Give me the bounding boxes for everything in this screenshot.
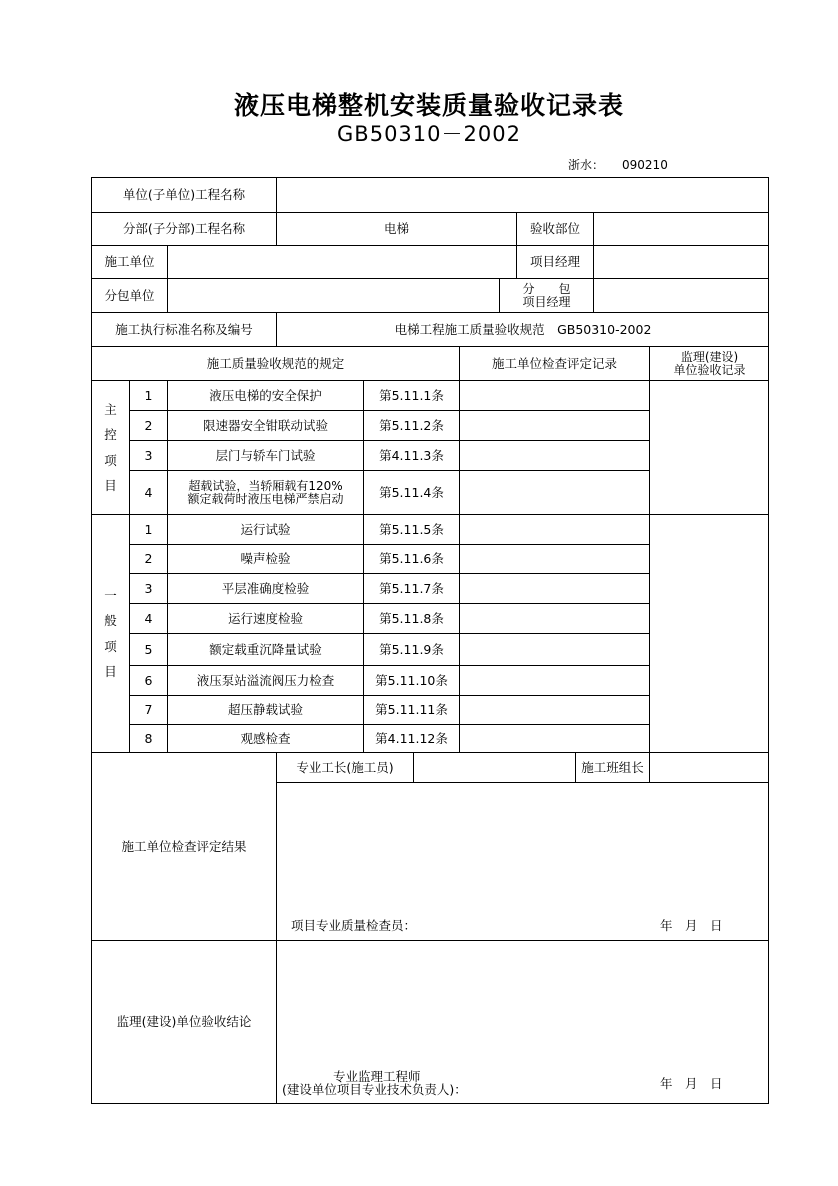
general-item-clause: 第5.11.6条 bbox=[364, 545, 460, 574]
general-item-record[interactable] bbox=[460, 515, 650, 545]
general-item-record[interactable] bbox=[460, 604, 650, 634]
general-item-clause: 第5.11.5条 bbox=[364, 515, 460, 545]
general-item-record[interactable] bbox=[460, 545, 650, 574]
inspector-label: 项目专业质量检查员： bbox=[291, 918, 417, 933]
subcontract-manager-label-line1: 分 包 bbox=[522, 281, 571, 296]
foreman-value[interactable] bbox=[414, 753, 576, 783]
general-group-char-1: 一 bbox=[104, 588, 117, 604]
team-leader-label: 施工班组长 bbox=[576, 753, 650, 783]
general-item-record[interactable] bbox=[460, 725, 650, 753]
main-control-group-label bbox=[92, 381, 130, 515]
construction-unit-label: 施工单位 bbox=[92, 246, 168, 279]
main-item-name: 液压电梯的安全保护 bbox=[168, 381, 364, 411]
project-manager-label: 项目经理 bbox=[517, 246, 594, 279]
general-item-record[interactable] bbox=[460, 666, 650, 696]
standard-label: 施工执行标准名称及编号 bbox=[92, 313, 277, 347]
sub-project-value[interactable]: 电梯 bbox=[277, 213, 517, 246]
general-item-no: 2 bbox=[130, 545, 168, 574]
construction-date-label: 年 月 日 bbox=[660, 918, 723, 933]
main-group-char-4: 目 bbox=[104, 477, 117, 493]
general-item-no: 5 bbox=[130, 634, 168, 666]
construction-unit-value[interactable] bbox=[168, 246, 517, 279]
general-item-name: 运行速度检验 bbox=[168, 604, 364, 634]
general-item-no: 3 bbox=[130, 574, 168, 604]
foreman-label: 专业工长(施工员) bbox=[277, 753, 414, 783]
general-group-char-4: 目 bbox=[104, 663, 117, 679]
main-group-char-1: 主 bbox=[104, 402, 117, 418]
acceptance-part-label: 验收部位 bbox=[517, 213, 594, 246]
main-group-char-3: 项 bbox=[104, 452, 117, 468]
general-item-no: 4 bbox=[130, 604, 168, 634]
serial-number bbox=[568, 156, 686, 173]
main-item-record[interactable] bbox=[460, 471, 650, 515]
main-item-record[interactable] bbox=[460, 411, 650, 441]
general-item-clause: 第5.11.11条 bbox=[364, 696, 460, 725]
main-item-record[interactable] bbox=[460, 441, 650, 471]
general-item-record[interactable] bbox=[460, 696, 650, 725]
supervision-date-label: 年 月 日 bbox=[660, 1076, 723, 1091]
standard-value: 电梯工程施工质量验收规范 GB50310-2002 bbox=[277, 313, 769, 347]
main-item-no: 3 bbox=[130, 441, 168, 471]
main-item-clause: 第5.11.4条 bbox=[364, 471, 460, 515]
main-item-clause: 第4.11.3条 bbox=[364, 441, 460, 471]
supervision-result-label: 监理(建设)单位验收结论 bbox=[92, 941, 277, 1103]
general-item-no: 1 bbox=[130, 515, 168, 545]
general-item-no: 6 bbox=[130, 666, 168, 696]
main-item-name: 层门与轿车门试验 bbox=[168, 441, 364, 471]
general-group-char-3: 项 bbox=[104, 638, 117, 654]
unit-project-value[interactable] bbox=[277, 178, 769, 213]
serial-value: 090210 bbox=[622, 158, 668, 172]
subcontract-manager-label-line2: 项目经理 bbox=[522, 294, 571, 309]
general-item-name: 观感检查 bbox=[168, 725, 364, 753]
main-item-name bbox=[168, 471, 364, 515]
general-item-no: 8 bbox=[130, 725, 168, 753]
unit-project-label: 单位(子单位)工程名称 bbox=[92, 178, 277, 213]
general-item-name: 超压静载试验 bbox=[168, 696, 364, 725]
subcontract-unit-value[interactable] bbox=[168, 279, 500, 313]
general-item-name: 噪声检验 bbox=[168, 545, 364, 574]
general-supervisor-record[interactable] bbox=[650, 515, 769, 753]
general-item-clause: 第5.11.7条 bbox=[364, 574, 460, 604]
acceptance-part-value[interactable] bbox=[594, 213, 769, 246]
supervising-engineer-label-line2: (建设单位项目专业技术负责人)： bbox=[282, 1082, 467, 1097]
general-item-clause: 第5.11.8条 bbox=[364, 604, 460, 634]
check-record-column-header: 施工单位检查评定记录 bbox=[460, 347, 650, 381]
main-item-name-line1: 超载试验，当轿厢载有120% bbox=[188, 478, 343, 493]
main-supervisor-record[interactable] bbox=[650, 381, 769, 515]
main-item-clause: 第5.11.1条 bbox=[364, 381, 460, 411]
main-item-name: 限速器安全钳联动试验 bbox=[168, 411, 364, 441]
team-leader-value[interactable] bbox=[650, 753, 769, 783]
main-item-no: 2 bbox=[130, 411, 168, 441]
main-item-name-line2: 额定载荷时液压电梯严禁启动 bbox=[187, 491, 344, 506]
acceptance-form bbox=[91, 177, 769, 1104]
standard-code: GB50310－2002 bbox=[337, 122, 521, 146]
supervisor-header-line2: 单位验收记录 bbox=[673, 362, 746, 377]
document-title: 液压电梯整机安装质量验收记录表 bbox=[233, 91, 624, 120]
general-item-record[interactable] bbox=[460, 634, 650, 666]
sub-project-label: 分部(子分部)工程名称 bbox=[92, 213, 277, 246]
general-item-no: 7 bbox=[130, 696, 168, 725]
general-group-label bbox=[92, 515, 130, 753]
general-group-char-2: 般 bbox=[104, 613, 117, 629]
subcontract-manager-label bbox=[500, 279, 594, 313]
general-item-name: 运行试验 bbox=[168, 515, 364, 545]
supervisor-column-header bbox=[650, 347, 769, 381]
serial-label: 浙水： bbox=[568, 158, 605, 172]
main-item-record[interactable] bbox=[460, 381, 650, 411]
construction-result-label: 施工单位检查评定结果 bbox=[92, 753, 277, 941]
subcontract-manager-value[interactable] bbox=[594, 279, 769, 313]
main-item-no: 4 bbox=[130, 471, 168, 515]
main-item-no: 1 bbox=[130, 381, 168, 411]
main-item-clause: 第5.11.2条 bbox=[364, 411, 460, 441]
general-item-name: 液压泵站溢流阀压力检查 bbox=[168, 666, 364, 696]
spec-column-header: 施工质量验收规范的规定 bbox=[92, 347, 460, 381]
supervising-engineer-label-line1: 专业监理工程师 bbox=[333, 1069, 421, 1084]
project-manager-value[interactable] bbox=[594, 246, 769, 279]
main-group-char-2: 控 bbox=[104, 427, 117, 443]
subcontract-unit-label: 分包单位 bbox=[92, 279, 168, 313]
general-item-record[interactable] bbox=[460, 574, 650, 604]
general-item-clause: 第5.11.9条 bbox=[364, 634, 460, 666]
general-item-clause: 第4.11.12条 bbox=[364, 725, 460, 753]
general-item-clause: 第5.11.10条 bbox=[364, 666, 460, 696]
general-item-name: 额定载重沉降量试验 bbox=[168, 634, 364, 666]
general-item-name: 平层准确度检验 bbox=[168, 574, 364, 604]
supervisor-header-line1: 监理(建设) bbox=[680, 349, 739, 364]
